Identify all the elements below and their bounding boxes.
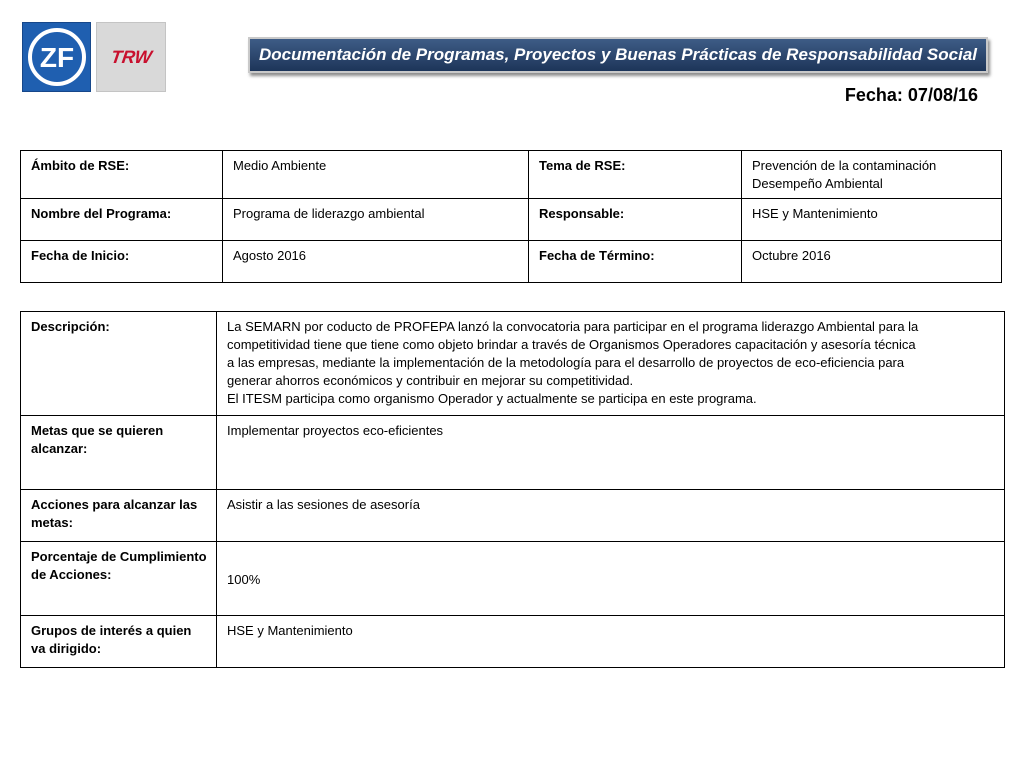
inicio-value: Agosto 2016 [223,241,529,283]
tema-value [742,151,1002,199]
zf-logo-text: ZF [39,42,74,73]
table-row [21,151,1002,199]
descripcion-line: a las empresas, mediante la implementación de la metodología para el desarrollo de proyectos de eco-eficiencia para [227,355,905,370]
responsable-value: HSE y Mantenimiento [742,199,1002,241]
porcentaje-value: 100% [217,542,1005,616]
descripcion-line: La SEMARN por coducto de PROFEPA lanzó la convocatoria para participar en el programa liderazgo Ambiental para la [227,319,919,334]
descripcion-line: El ITESM participa como organismo Operador y actualmente se participa en este programa. [227,391,757,406]
grupos-value: HSE y Mantenimiento [217,616,1005,668]
program-info-table [20,150,1002,283]
porcentaje-label: Porcentaje de Cumplimiento de Acciones: [21,542,217,616]
table-row [21,490,1005,542]
page-title: Documentación de Programas, Proyectos y Buenas Prácticas de Responsabilidad Social [258,45,978,64]
responsable-label: Responsable: [529,199,742,241]
program-detail-table [20,311,1005,668]
table-row [21,416,1005,490]
tema-label: Tema de RSE: [529,151,742,199]
descripcion-line: generar ahorros económicos y contribuir en mejorar su competitividad. [227,373,634,388]
termino-label: Fecha de Término: [529,241,742,283]
ambito-value: Medio Ambiente [223,151,529,199]
grupos-label: Grupos de interés a quien va dirigido: [21,616,217,668]
table-row [21,241,1002,283]
table-row [21,199,1002,241]
table-row [21,542,1005,616]
acciones-label: Acciones para alcanzar las metas: [21,490,217,542]
ambito-label: Ámbito de RSE: [21,151,223,199]
metas-label: Metas que se quieren alcanzar: [21,416,217,490]
programa-value: Programa de liderazgo ambiental [223,199,529,241]
programa-label: Nombre del Programa: [21,199,223,241]
metas-value: Implementar proyectos eco-eficientes [217,416,1005,490]
table-row [21,312,1005,416]
tema-value-line: Desempeño Ambiental [752,176,883,191]
termino-value: Octubre 2016 [742,241,1002,283]
title-banner [248,37,988,73]
table-row [21,616,1005,668]
descripcion-label: Descripción: [21,312,217,416]
document-date: Fecha: 07/08/16 [844,85,978,105]
tema-value-line: Prevención de la contaminación [752,158,937,173]
descripcion-value [217,312,1005,416]
trw-logo [96,22,166,92]
zf-logo [22,22,91,92]
descripcion-line: competitividad tiene que tiene como objeto brindar a través de Organismos Operadores capacitación y asesoría técnica [227,337,916,352]
trw-logo-text: TRW [109,46,153,67]
inicio-label: Fecha de Inicio: [21,241,223,283]
acciones-value: Asistir a las sesiones de asesoría [217,490,1005,542]
zf-logo-mark [27,27,87,87]
